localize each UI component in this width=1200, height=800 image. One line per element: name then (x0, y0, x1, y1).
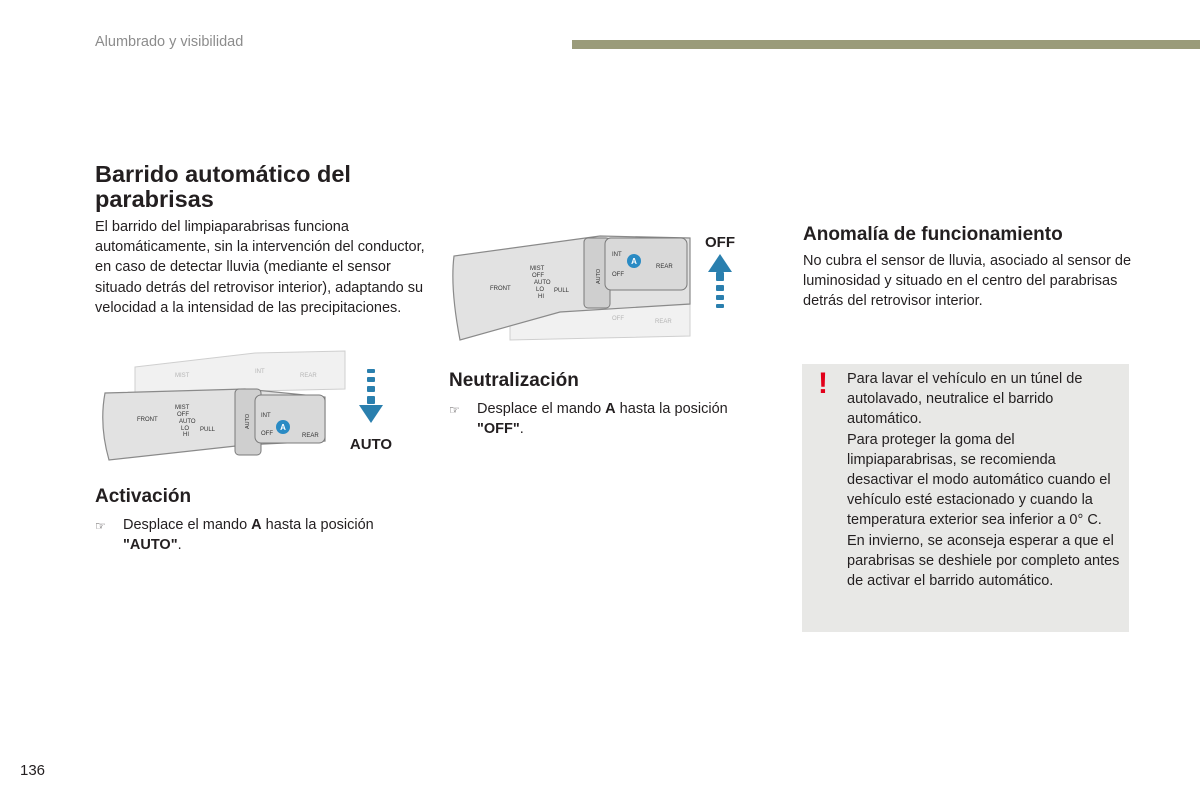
lever-label-mist: MIST (175, 405, 190, 411)
hand-pointer-icon: ☞ (95, 519, 106, 533)
ring-label-off: OFF (612, 272, 624, 278)
warning-paragraph: Para lavar el vehículo en un túnel de autolavado, neutralice el barrido automático. (847, 371, 1083, 428)
intro-paragraph: El barrido del limpiaparabrisas funciona automáticamente, sin la intervención del conductor, en caso de detectar lluvia (mediante el sensor situado detrás del retrovisor interior), adaptando su velocidad a la intensidad de las precipitaciones. (95, 219, 425, 316)
neutralization-step (449, 399, 769, 439)
activation-step (95, 515, 415, 555)
ghost-label-mist: MIST (175, 373, 190, 379)
page-title: Barrido automático del parabrisas (95, 161, 351, 212)
ring-label-auto: AUTO (596, 268, 602, 284)
lever-label-off: OFF (177, 412, 189, 418)
lever-label-rear: REAR (656, 264, 673, 270)
illustration-auto (95, 345, 400, 463)
marker-a-label: A (631, 257, 637, 266)
lever-label-lo: LO (181, 426, 190, 432)
page-number: 136 (20, 762, 46, 779)
mode-label-off: OFF (705, 234, 735, 251)
mode-label-auto: AUTO (349, 436, 393, 453)
lever-label-auto: AUTO (179, 419, 196, 425)
ring-label-int: INT (612, 252, 622, 258)
illustration-off (450, 228, 750, 346)
ghost-label-rear: REAR (300, 373, 317, 379)
lever-label-hi: HI (183, 432, 189, 438)
marker-a-label: A (280, 423, 286, 432)
lever-label-front: FRONT (137, 417, 158, 423)
lever-label-pull: PULL (200, 427, 216, 433)
neutralization-heading: Neutralización (449, 370, 579, 391)
section-label: Alumbrado y visibilidad (95, 34, 244, 50)
lever-label-lo: LO (536, 287, 545, 293)
activation-heading: Activación (95, 486, 192, 507)
ghost-label-rear: REAR (655, 319, 672, 325)
hand-pointer-icon: ☞ (449, 403, 460, 417)
ghost-label-int: INT (255, 369, 265, 375)
ring-label-off: OFF (261, 431, 273, 437)
ring-label-int: INT (261, 413, 271, 419)
warning-icon: ! (818, 367, 828, 400)
lever-label-mist: MIST (530, 266, 545, 272)
warning-paragraph: Para proteger la goma del limpiaparabrisas, se recomienda desactivar el modo automático cuando el vehículo esté estacionado y cuando la temperatura exterior sea inferior a 0° C. (847, 431, 1111, 529)
ring-label-auto: AUTO (245, 413, 251, 429)
ghost-label-off: OFF (612, 316, 624, 322)
lever-label-off: OFF (532, 273, 544, 279)
anomaly-text: No cubra el sensor de lluvia, asociado al sensor de luminosidad y situado en el centro del parabrisas detrás del retrovisor interior. (803, 253, 1132, 310)
lever-label-hi: HI (538, 294, 544, 300)
lever-label-pull: PULL (554, 288, 570, 294)
anomaly-heading: Anomalía de funcionamiento (803, 224, 1063, 245)
warning-text (847, 369, 1122, 591)
warning-paragraph: En invierno, se aconseja esperar a que el parabrisas se deshiele por completo antes de activar el barrido automático. (847, 532, 1120, 590)
lever-label-auto: AUTO (534, 280, 551, 286)
lever-label-front: FRONT (490, 286, 511, 292)
activation-step-text: Desplace el mando A hasta la posición "AUTO". (123, 517, 374, 554)
header-bar (572, 40, 1200, 49)
neutralization-step-text: Desplace el mando A hasta la posición "OFF". (477, 401, 728, 438)
lever-label-rear: REAR (302, 433, 319, 439)
